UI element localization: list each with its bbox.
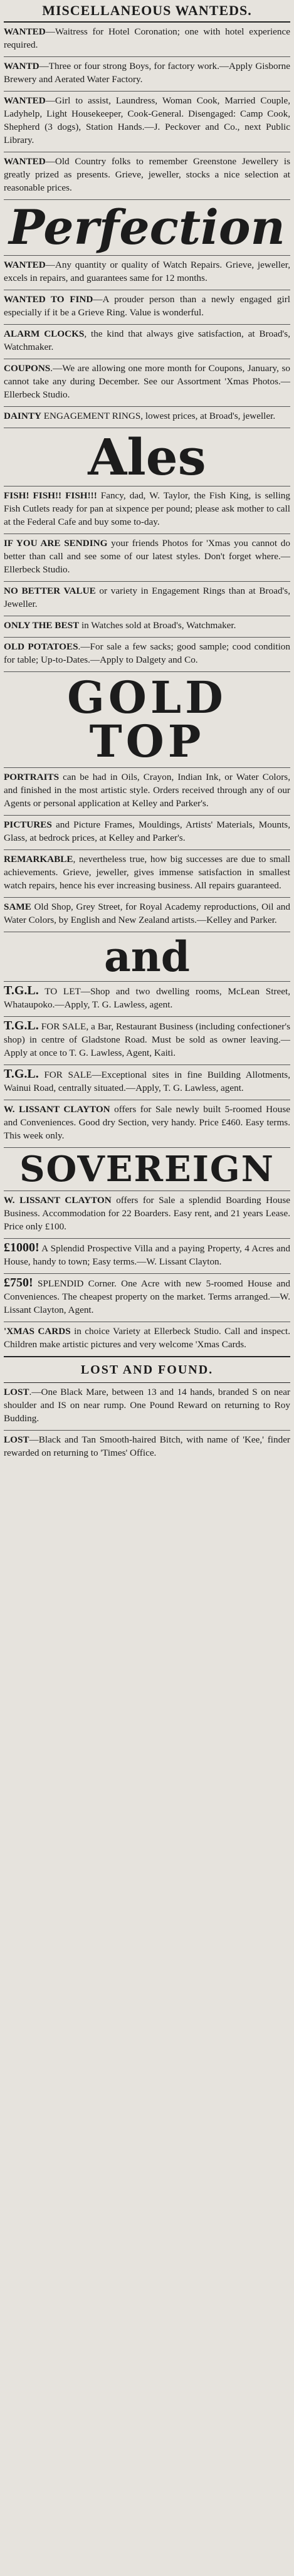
ad-text: your friends Photos for 'Xmas you cannot do better than call and see some of our latest styles. Don't forget where.—Ellerbeck Studio. xyxy=(4,538,290,575)
classified-ad xyxy=(4,489,290,528)
ad-text: —Girl to assist, Laundress, Woman Cook, Married Couple, Ladyhelp, Light Housekeeper, Cook-General. Disengaged: Camp Cook, Shepherd (3 dogs), Station Hands.—J. Peckover and Co., next Public Library. xyxy=(4,95,290,145)
ad-lead: SAME xyxy=(4,902,31,912)
divider xyxy=(4,897,290,898)
display-word-and: and xyxy=(104,932,190,981)
divider xyxy=(4,637,290,638)
classified-ad xyxy=(4,258,290,285)
ad-lead: ALARM CLOCKS xyxy=(4,329,85,339)
ad-lead: W. LISSANT CLAYTON xyxy=(4,1104,110,1115)
ad-lead: £1000! xyxy=(4,1241,39,1254)
classified-ad xyxy=(4,770,290,810)
classified-ad xyxy=(4,640,290,666)
display-word-gold-top: GOLD TOP xyxy=(67,671,227,767)
divider xyxy=(4,1430,290,1431)
ads-group-1 xyxy=(4,25,290,194)
ad-text: —Old Country folks to remember Greenstone Jewellery is greatly prized as presents. Grieve, jeweller, stocks a nice selection at reasonable prices. xyxy=(4,156,290,193)
ad-text: , the kind that always give satisfaction, at Broad's, Watchmaker. xyxy=(4,329,290,352)
ad-text: in choice Variety at Ellerbeck Studio. Call and inspect. Children make artistic pictures and very welcome 'Xmas Cards. xyxy=(4,1326,291,1350)
divider xyxy=(4,255,290,256)
classified-ad xyxy=(4,1019,290,1059)
classified-ad xyxy=(4,293,290,319)
ad-lead: IF YOU ARE SENDING xyxy=(4,538,108,549)
ads-group-7 xyxy=(4,1385,290,1459)
section-header-lost-and-found: LOST AND FOUND. xyxy=(4,1356,290,1383)
classified-ad xyxy=(4,327,290,354)
ad-text: and Picture Frames, Mouldings, Artists' Materials, Mounts, Glass, at bedrock prices, at Kelley and Parker's. xyxy=(4,819,290,843)
ad-lead: PORTRAITS xyxy=(4,772,60,782)
divider xyxy=(4,91,290,92)
classified-ad xyxy=(4,1325,290,1351)
classified-ad xyxy=(4,1276,290,1317)
divider xyxy=(4,1016,290,1017)
ad-lead: PICTURES xyxy=(4,819,52,830)
ad-lead: REMARKABLE xyxy=(4,854,73,865)
classified-ad xyxy=(4,1385,290,1425)
ad-text: —Black and Tan Smooth-haired Bitch, with name of 'Kee,' finder rewarded on returning to 'Times' Office. xyxy=(4,1434,290,1458)
ad-lead: 'XMAS CARDS xyxy=(4,1326,71,1337)
ad-text: offers for Sale a splendid Boarding House Business. Accommodation for 22 Boarders. Easy rent, and 21 years Lease. Price only £100. xyxy=(4,1195,290,1232)
ad-text: or variety in Engagement Rings than at Broad's, Jeweller. xyxy=(4,586,290,609)
ad-lead: WANTED xyxy=(4,156,46,167)
ad-lead: LOST xyxy=(4,1387,29,1397)
ad-lead: £750! xyxy=(4,1276,33,1290)
ad-lead: LOST xyxy=(4,1434,29,1445)
ad-text: .—One Black Mare, between 13 and 14 hands, branded S on near shoulder and IS on near rump. One Pound Reward on returning to Roy Budding. xyxy=(4,1387,290,1424)
ad-lead: NO BETTER VALUE xyxy=(4,586,96,596)
classified-ad xyxy=(4,900,290,927)
ad-lead: WANTED xyxy=(4,95,46,106)
ad-text: , nevertheless true, how big successes are due to small achievements. Grieve, jeweller, gives immense satisfaction in smallest watch repairs, hence his ever increasing business. All repairs guaranteed. xyxy=(4,854,290,891)
classified-ad xyxy=(4,1433,290,1459)
ads-group-4 xyxy=(4,770,290,927)
ads-group-6 xyxy=(4,1194,290,1351)
ads-group-5 xyxy=(4,984,290,1142)
divider xyxy=(4,1147,290,1148)
classified-ad xyxy=(4,155,290,194)
divider xyxy=(4,406,290,407)
classified-ad xyxy=(4,94,290,147)
classified-ad xyxy=(4,25,290,51)
ad-text: A Splendid Prospective Villa and a paying Property, 4 Acres and House, handy to town; Easy terms.—W. Lissant Clayton. xyxy=(4,1243,290,1267)
ad-lead: WANTED xyxy=(4,26,46,37)
ad-lead: T.G.L. xyxy=(4,1019,39,1033)
divider xyxy=(4,56,290,57)
ad-lead: OLD POTATOES xyxy=(4,641,78,652)
ad-lead: ONLY THE BEST xyxy=(4,620,80,631)
ad-text: in Watches sold at Broad's, Watchmaker. xyxy=(79,620,236,631)
classified-ad xyxy=(4,362,290,401)
ad-text: Fancy, dad, W. Taylor, the Fish King, is selling Fish Cutlets ready for pan at sixpence per pound; please ask mother to call at the Federal Cafe and buy some to-day. xyxy=(4,490,290,527)
classified-ad xyxy=(4,818,290,844)
ad-lead: T.G.L. xyxy=(4,984,39,997)
classified-ad xyxy=(4,1194,290,1233)
ad-text: Old Shop, Grey Street, for Royal Academy reproductions, Oil and Water Colors, by English and New Zealand artists.—Kelley and Parker. xyxy=(4,902,290,925)
ad-text: —Three or four strong Boys, for factory work.—Apply Gisborne Brewery and Aerated Water Factory. xyxy=(4,61,290,85)
classified-ad xyxy=(4,1068,290,1095)
divider xyxy=(4,1238,290,1239)
display-word-sovereign: SOVEREIGN xyxy=(19,1149,275,1190)
divider xyxy=(4,324,290,325)
ad-text: FOR SALE—Exceptional sites in fine Building Allotments, Wainui Road, centrally situated.—Apply, T. G. Lawless, agent. xyxy=(4,1070,290,1093)
display-word-ales: Ales xyxy=(88,428,206,486)
ad-lead: FISH! FISH!! FISH!!! xyxy=(4,490,97,501)
ad-lead: WANTED xyxy=(4,260,46,270)
classified-ad xyxy=(4,1241,290,1268)
ads-group-2 xyxy=(4,258,290,423)
ad-lead: W. LISSANT CLAYTON xyxy=(4,1195,112,1206)
ad-text: —Waitress for Hotel Coronation; one with hotel experience required. xyxy=(4,26,290,50)
ads-group-3 xyxy=(4,489,290,666)
ad-text: offers for Sale newly built 5-roomed House and Conveniences. Good dry Section, very handy. Price £460. Easy terms. This week only. xyxy=(4,1104,290,1141)
ad-lead: T.G.L. xyxy=(4,1067,39,1081)
ad-lead: COUPONS xyxy=(4,363,51,374)
classified-ad xyxy=(4,984,290,1011)
column-header: MISCELLANEOUS WANTEDS. xyxy=(4,0,290,23)
ad-text: SPLENDID Corner. One Acre with new 5-roomed House and Conveniences. The cheapest property on the market. Terms arranged.—W. Lissant Clayton, Agent. xyxy=(4,1278,290,1315)
ad-text: can be had in Oils, Crayon, Indian Ink, or Water Colors, and finished in the most artistic style. Orders received through any of our Agents or personal application at Kelley and Parker's. xyxy=(4,772,290,809)
classified-ad xyxy=(4,619,290,632)
ad-text: —Any quantity or quality of Watch Repairs. Grieve, jeweller, excels in repairs, and guarantees same for 12 months. xyxy=(4,260,290,283)
divider xyxy=(4,581,290,582)
divider xyxy=(4,1273,290,1274)
classified-ad xyxy=(4,584,290,611)
ad-text: .—We are allowing one more month for Coupons, January, so cannot take any during December. See our Assortment 'Xmas Photos.—Ellerbeck Studio. xyxy=(4,363,290,400)
divider xyxy=(4,849,290,850)
classified-ad xyxy=(4,409,290,423)
ad-lead: WANTD xyxy=(4,61,39,71)
classified-ad xyxy=(4,853,290,892)
classified-ad xyxy=(4,537,290,576)
ad-text: .—For sale a few sacks; good sample; cood condition for table; Up-to-Dates.—Apply to Dalgety and Co. xyxy=(4,641,290,665)
divider xyxy=(4,981,290,982)
ad-text: TO LET—Shop and two dwelling rooms, McLean Street, Whataupoko.—Apply, T. G. Lawless, agent. xyxy=(4,986,290,1010)
classified-ad xyxy=(4,1103,290,1142)
ad-lead: DAINTY xyxy=(4,411,41,421)
display-word-perfection: Perfection xyxy=(9,199,285,255)
ad-text: FOR SALE, a Bar, Restaurant Business (including confectioner's shop) in centre of Gladstone Road. Must be sold as owner leaving.—Apply at once to T. G. Lawless, Agent, Kaiti. xyxy=(4,1021,290,1058)
divider xyxy=(4,815,290,816)
classified-ad xyxy=(4,60,290,86)
ad-lead: WANTED TO FIND xyxy=(4,294,93,305)
ad-text: —A prouder person than a newly engaged girl especially if it be a Grieve Ring. Value is wonderful. xyxy=(4,294,290,318)
ad-text: ENGAGEMENT RINGS, lowest prices, at Broad's, jeweller. xyxy=(41,411,276,421)
divider xyxy=(4,767,290,768)
